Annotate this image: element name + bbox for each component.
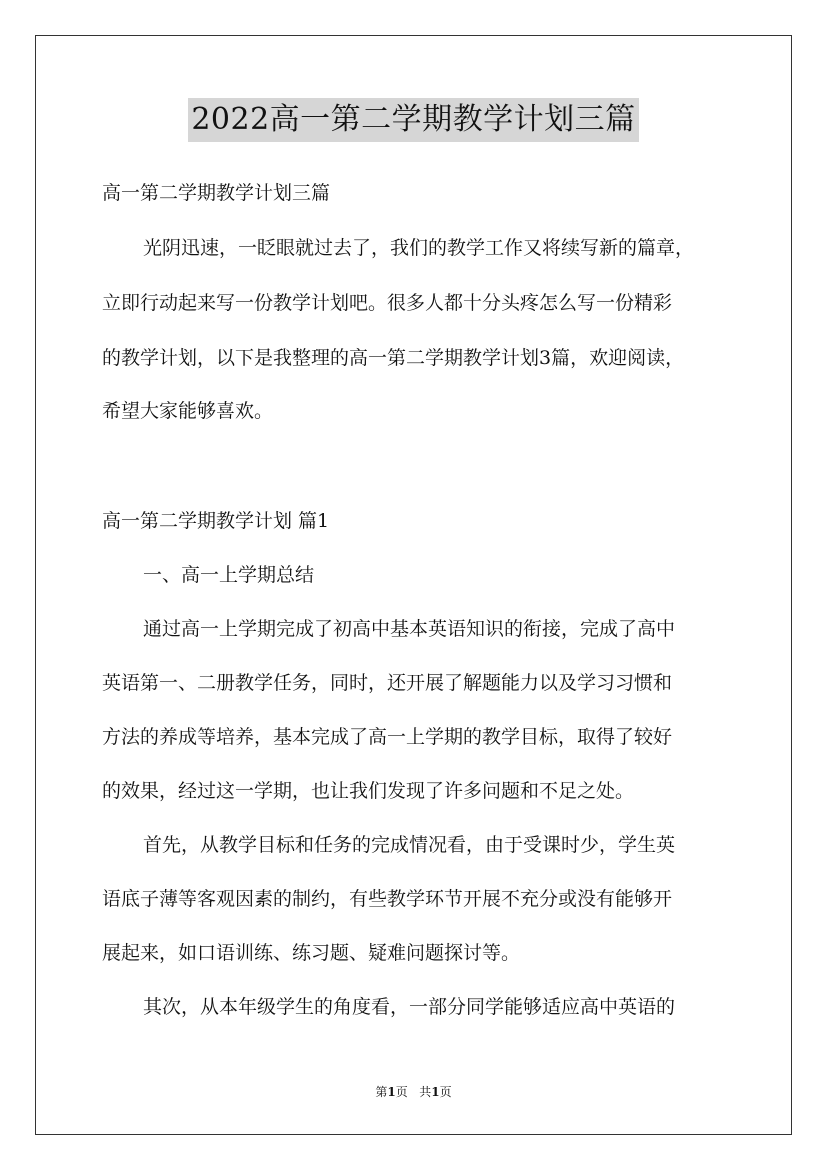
intro-line: 的教学计划，以下是我整理的高一第二学期教学计划3篇，欢迎阅读， — [102, 347, 685, 369]
paragraph-line: 通过高一上学期完成了初高中基本英语知识的衔接，完成了高中 — [143, 618, 676, 640]
title-container — [0, 98, 827, 142]
section-subheading: 一、高一上学期总结 — [143, 564, 315, 586]
document-title: 2022高一第二学期教学计划三篇 — [188, 98, 638, 142]
page-label-suffix: 页 — [395, 1085, 408, 1099]
section-heading: 高一第二学期教学计划 篇1 — [102, 510, 330, 532]
paragraph-line: 的效果，经过这一学期，也让我们发现了许多问题和不足之处。 — [102, 780, 635, 802]
paragraph-line: 其次，从本年级学生的角度看，一部分同学能够适应高中英语的 — [143, 996, 676, 1018]
intro-line: 立即行动起来写一份教学计划吧。很多人都十分头疼怎么写一份精彩 — [102, 292, 673, 314]
paragraph-line: 语底子薄等客观因素的制约，有些教学环节开展不充分或没有能够开 — [102, 888, 673, 910]
intro-line: 光阴迅速，一眨眼就过去了，我们的教学工作又将续写新的篇章， — [143, 237, 695, 259]
paragraph-line: 展起来，如口语训练、练习题、疑难问题探讨等。 — [102, 942, 521, 964]
paragraph-line: 方法的养成等培养，基本完成了高一上学期的教学目标，取得了较好 — [102, 726, 673, 748]
paragraph-line: 英语第一、二册教学任务，同时，还开展了解题能力以及学习习惯和 — [102, 672, 673, 694]
paragraph-line: 首先，从教学目标和任务的完成情况看，由于受课时少，学生英 — [143, 834, 676, 856]
total-label-prefix: 共 — [419, 1085, 432, 1099]
page-label-prefix: 第 — [375, 1085, 388, 1099]
total-label-suffix: 页 — [439, 1085, 452, 1099]
page-footer — [0, 1084, 827, 1100]
total-pages: 1 — [431, 1085, 440, 1099]
intro-line: 希望大家能够喜欢。 — [102, 400, 274, 422]
page-number: 1 — [387, 1085, 396, 1099]
document-subtitle: 高一第二学期教学计划三篇 — [102, 182, 331, 204]
